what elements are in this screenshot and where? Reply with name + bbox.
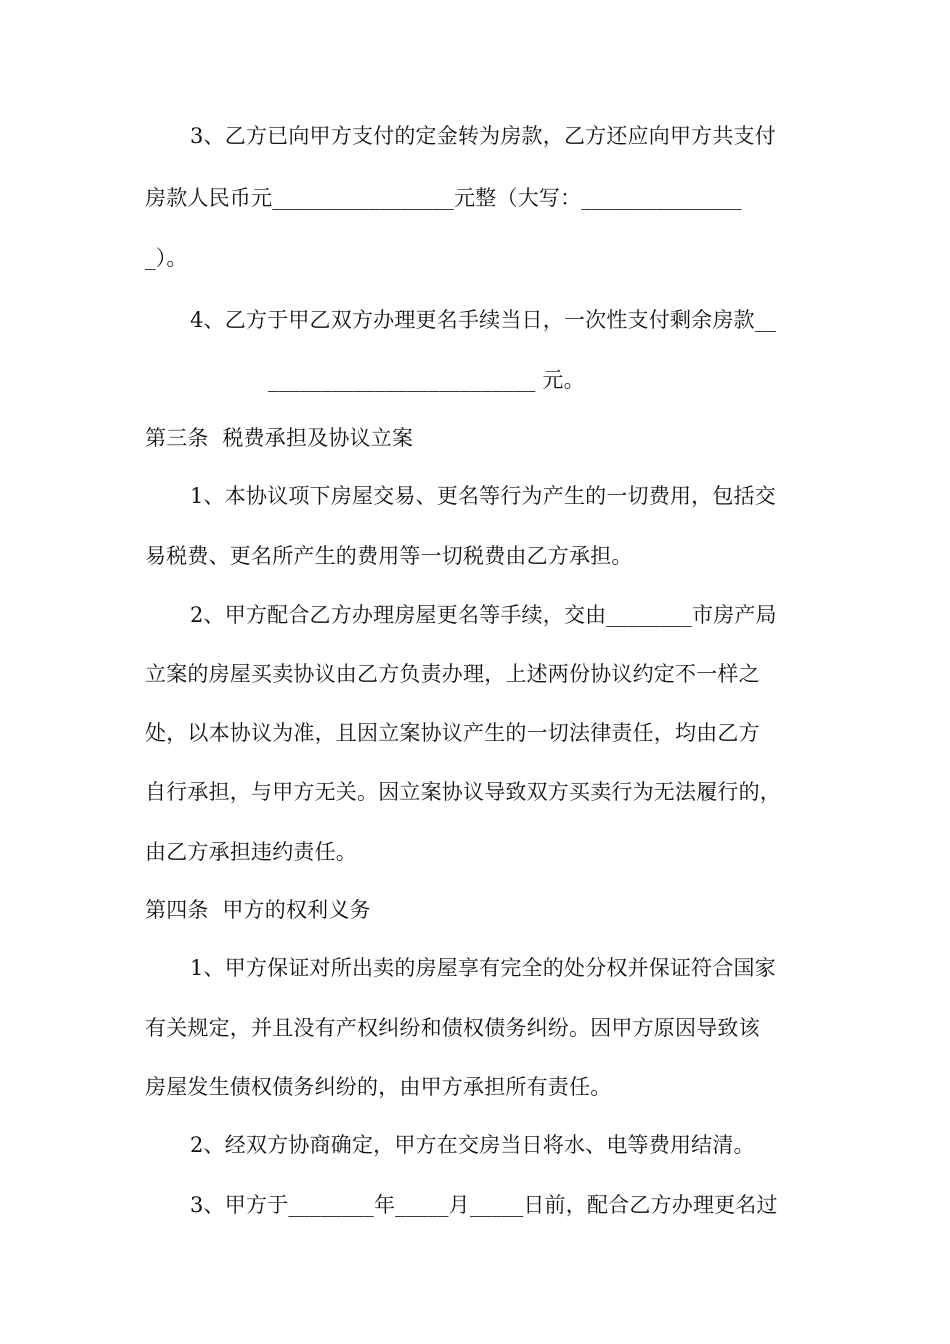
clause-4-item-3-line-1: 3、甲方于________年_____月_____日前，配合乙方办理更名过	[190, 1193, 778, 1217]
clause-3-item-2-line-4: 自行承担，与甲方无关。因立案协议导致双方买卖行为无法履行的，	[145, 780, 781, 804]
section-heading-article-3: 第三条 税费承担及协议立案	[145, 426, 414, 450]
clause-3-item-2-line-5: 由乙方承担违约责任。	[145, 840, 357, 864]
clause-3-item-2-line-2: 立案的房屋买卖协议由乙方负责办理，上述两份协议约定不一样之	[145, 662, 760, 686]
clause-3-item-2-line-3: 处，以本协议为准，且因立案协议产生的一切法律责任，均由乙方	[145, 721, 760, 745]
clause-4-item-1-line-1: 1、甲方保证对所出卖的房屋享有完全的处分权并保证符合国家	[190, 956, 776, 980]
clause-2-item-4-line-1: 4、乙方于甲乙双方办理更名手续当日，一次性支付剩余房款__	[190, 308, 777, 332]
clause-3-item-1-line-1: 1、本协议项下房屋交易、更名等行为产生的一切费用，包括交	[190, 484, 776, 508]
clause-2-item-3-line-1: 3、乙方已向甲方支付的定金转为房款，乙方还应向甲方共支付	[190, 124, 776, 148]
clause-2-item-3-line-2: 房款人民币元_________________元整（大写：_______________	[145, 186, 742, 210]
clause-3-item-2-line-1: 2、甲方配合乙方办理房屋更名等手续，交由________市房产局	[190, 603, 777, 627]
clause-2-item-4-line-2: _________________________ 元。	[268, 368, 585, 392]
clause-4-item-2-line-1: 2、经双方协商确定，甲方在交房当日将水、电等费用结清。	[190, 1133, 755, 1157]
clause-4-item-1-line-3: 房屋发生债权债务纠纷的，由甲方承担所有责任。	[145, 1075, 612, 1099]
clause-4-item-1-line-2: 有关规定，并且没有产权纠纷和债权债务纠纷。因甲方原因导致该	[145, 1016, 760, 1040]
clause-2-item-3-line-3: _）。	[145, 246, 188, 270]
section-heading-article-4: 第四条 甲方的权利义务	[145, 898, 371, 922]
clause-3-item-1-line-2: 易税费、更名所产生的费用等一切税费由乙方承担。	[145, 544, 633, 568]
